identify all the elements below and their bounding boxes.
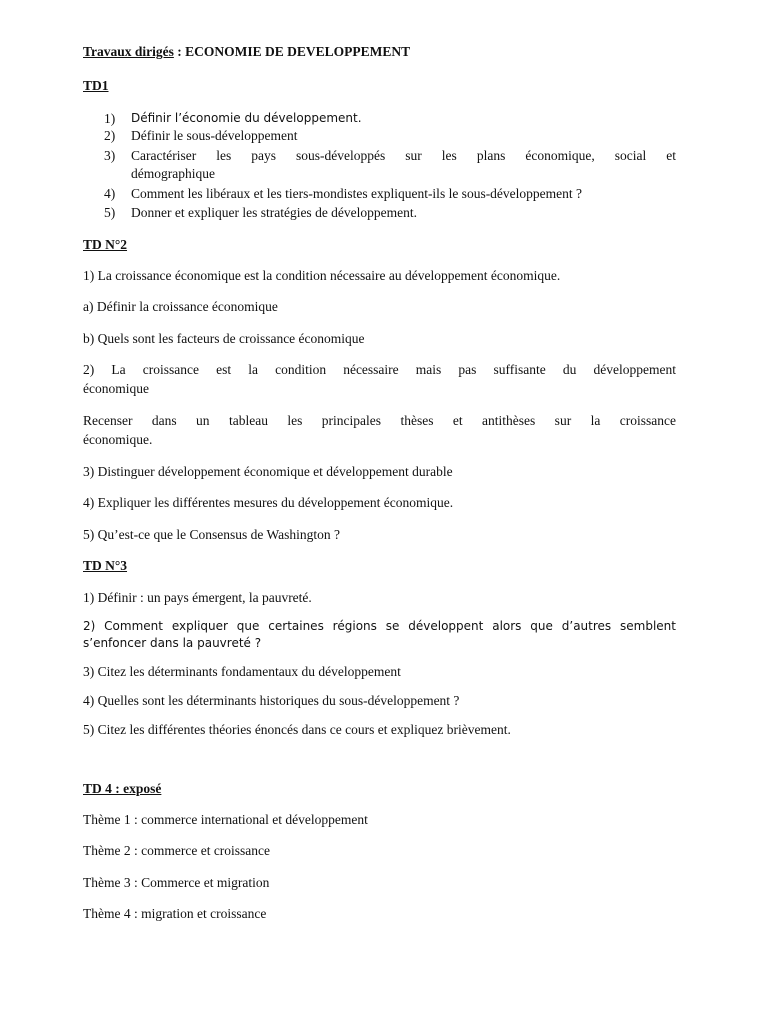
title-underlined: Travaux dirigés xyxy=(83,44,174,59)
td1-item-5-text: Donner et expliquer les stratégies de développement. xyxy=(131,205,418,220)
td2-question-2-line2: économique xyxy=(83,381,149,396)
td3-question-1: 1) Définir : un pays émergent, la pauvreté. xyxy=(83,590,312,605)
td3-question-2-line1: 2) Comment expliquer que certaines régions se développent alors que d’autres semblent xyxy=(83,619,676,633)
td4-theme-4: Thème 4 : migration et croissance xyxy=(83,906,267,921)
td1-item-2-num: 2) xyxy=(104,128,116,143)
title-rest: : ECONOMIE DE DEVELOPPEMENT xyxy=(173,44,411,59)
document-title xyxy=(83,43,676,60)
td2-question-4: 4) Expliquer les différentes mesures du développement économique. xyxy=(83,495,454,510)
td1-item-4-num: 4) xyxy=(104,186,116,201)
td3-question-4: 4) Quelles sont les déterminants historiques du sous-développement ? xyxy=(83,693,460,708)
td1-item-4-text: Comment les libéraux et les tiers-mondistes expliquent-ils le sous-développement ? xyxy=(131,186,583,201)
td1-item-1-num: 1) xyxy=(104,111,116,126)
td1-heading: TD1 xyxy=(83,78,109,93)
td2-question-1a: a) Définir la croissance économique xyxy=(83,299,278,314)
td1-item-3-num: 3) xyxy=(104,148,116,163)
td2-question-3: 3) Distinguer développement économique et développement durable xyxy=(83,464,453,479)
td2-heading: TD N°2 xyxy=(83,237,128,252)
td3-heading: TD N°3 xyxy=(83,558,128,573)
td3-question-3: 3) Citez les déterminants fondamentaux du développement xyxy=(83,664,401,679)
td2-instruction-line2: économique. xyxy=(83,432,153,447)
td3-question-2-line2: s’enfoncer dans la pauvreté ? xyxy=(83,636,262,650)
td2-question-5: 5) Qu’est-ce que le Consensus de Washington ? xyxy=(83,527,340,542)
td2-question-2-line1: 2) La croissance est la condition nécessaire mais pas suffisante du développement xyxy=(83,362,676,377)
td2-instruction-line1: Recenser dans un tableau les principales thèses et antithèses sur la croissance xyxy=(83,413,676,428)
td4-theme-2: Thème 2 : commerce et croissance xyxy=(83,843,271,858)
td1-item-3-cont: démographique xyxy=(131,166,215,181)
td4-theme-3: Thème 3 : Commerce et migration xyxy=(83,875,270,890)
td3-question-5: 5) Citez les différentes théories énoncés dans ce cours et expliquez brièvement. xyxy=(83,722,511,737)
td1-item-5-num: 5) xyxy=(104,205,116,220)
td4-theme-1: Thème 1 : commerce international et développement xyxy=(83,812,368,827)
td1-item-2-text: Définir le sous-développement xyxy=(131,128,298,143)
td1-item-3-text: Caractériser les pays sous-développés sur les plans économique, social et xyxy=(131,148,676,163)
td2-question-1b: b) Quels sont les facteurs de croissance économique xyxy=(83,331,365,346)
td1-item-1-text: Définir l’économie du développement. xyxy=(131,111,362,125)
td2-question-1: 1) La croissance économique est la condition nécessaire au développement économique. xyxy=(83,268,561,283)
td4-heading: TD 4 : exposé xyxy=(83,781,162,796)
